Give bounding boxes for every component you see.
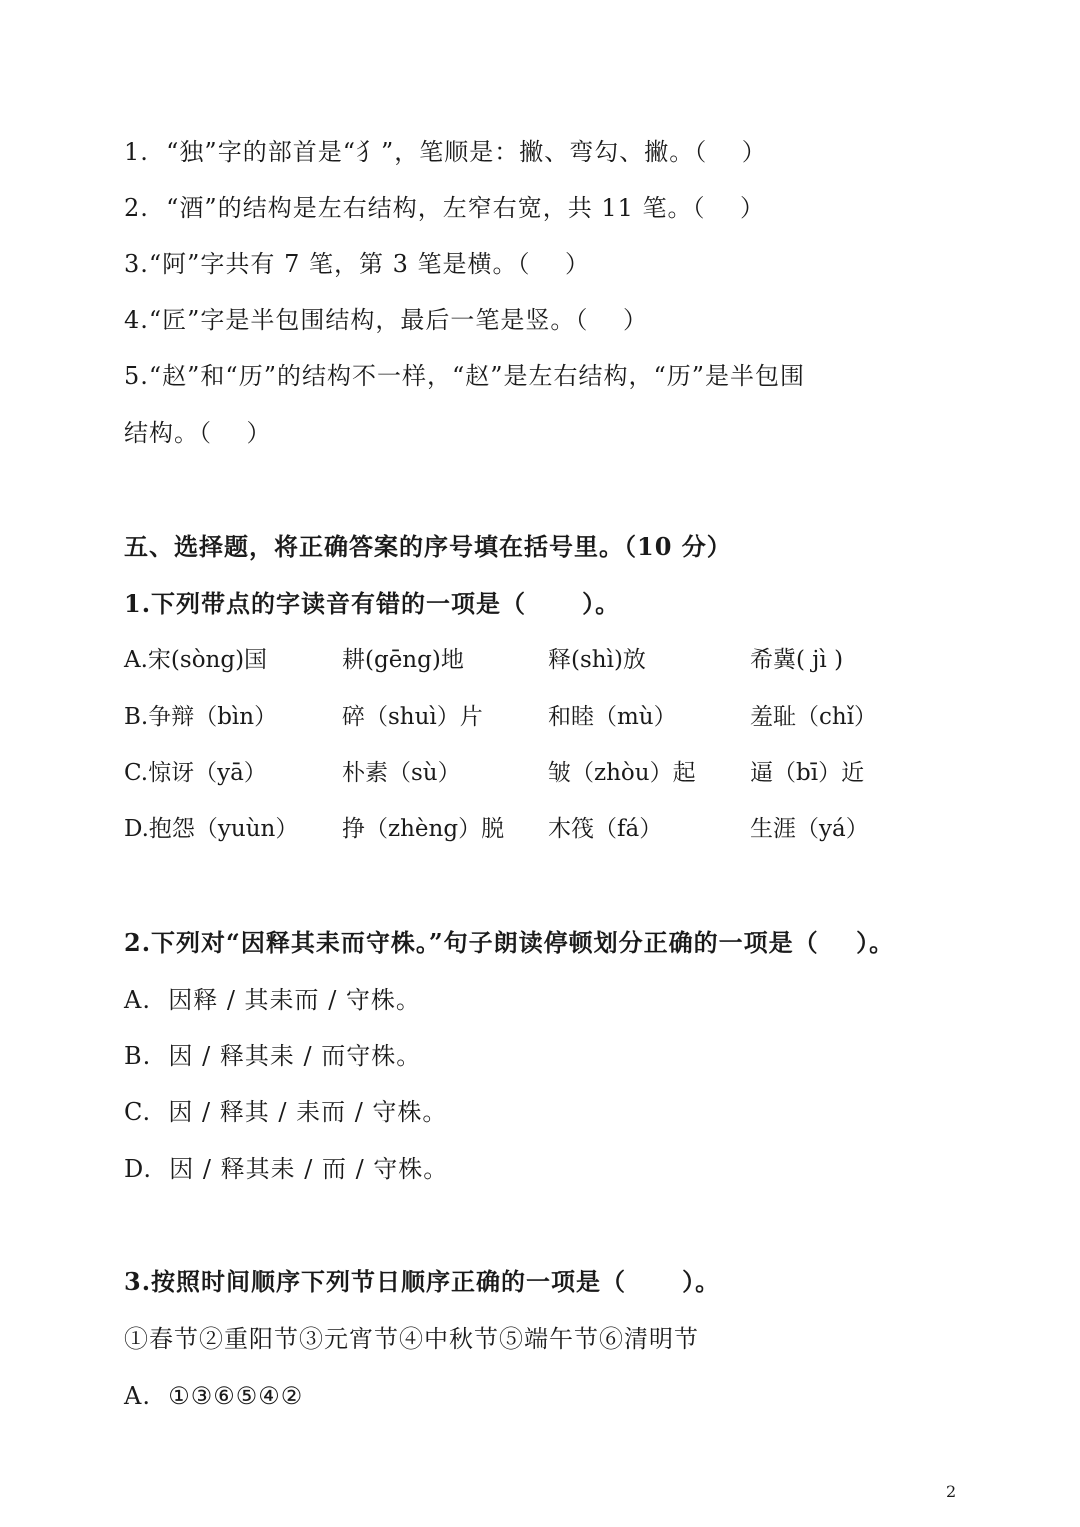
option-cell: 逼（bī）近 xyxy=(750,760,865,786)
section-heading: 五、选择题，将正确答案的序号填在括号里。（10 分） xyxy=(124,532,732,561)
page-number: 2 xyxy=(946,1482,957,1501)
option-cell: 羞耻（chǐ） xyxy=(750,704,878,730)
option-cell: 和睦（mù） xyxy=(548,704,677,730)
option-cell: B.争辩（bìn） xyxy=(124,704,278,730)
option-cell: 耕(gēng)地 xyxy=(342,647,464,673)
option-cell: 木筏（fá） xyxy=(548,816,663,842)
question-1-stem: 1.下列带点的字读音有错的一项是（ ）。 xyxy=(124,589,621,618)
question-2-option-c: C. 因 / 释其 / 耒而 / 守株。 xyxy=(124,1098,448,1126)
judgement-item-1: 1. “独”字的部首是“犭”，笔顺是：撇、弯勾、撇。（ ） xyxy=(124,138,767,166)
question-3-festival-list: ①春节②重阳节③元宵节④中秋节⑤端午节⑥清明节 xyxy=(124,1325,699,1353)
question-3-stem: 3.按照时间顺序下列节日顺序正确的一项是（ ）。 xyxy=(124,1267,721,1296)
option-cell: 生涯（yá） xyxy=(750,816,869,842)
option-cell: 挣（zhèng）脱 xyxy=(342,816,505,842)
question-2-option-d: D. 因 / 释其耒 / 而 / 守株。 xyxy=(124,1155,449,1183)
option-cell: 碎（shuì）片 xyxy=(342,704,483,730)
option-cell: 希冀( jì ) xyxy=(750,647,844,673)
judgement-item-5: 5.“赵”和“历”的结构不一样，“赵”是左右结构，“历”是半包围 xyxy=(124,362,806,390)
question-2-option-a: A. 因释 / 其耒而 / 守株。 xyxy=(124,986,421,1014)
question-3-option-a: A. ①③⑥⑤④② xyxy=(124,1382,304,1410)
option-cell: 皱（zhòu）起 xyxy=(548,760,696,786)
option-cell: 朴素（sù） xyxy=(342,760,461,786)
option-cell: D.抱怨（yuùn） xyxy=(124,816,299,842)
judgement-item-4: 4.“匠”字是半包围结构，最后一笔是竖。（ ） xyxy=(124,306,648,334)
option-cell: 释(shì)放 xyxy=(548,647,646,673)
judgement-item-5-continued: 结构。（ ） xyxy=(124,419,272,447)
option-cell: C.惊讶（yā） xyxy=(124,760,267,786)
option-cell: A.宋(sòng)国 xyxy=(124,647,268,673)
judgement-item-3: 3.“阿”字共有 7 笔，第 3 笔是横。（ ） xyxy=(124,250,591,278)
judgement-item-2: 2. “酒”的结构是左右结构，左窄右宽，共 11 笔。（ ） xyxy=(124,194,766,222)
question-2-option-b: B. 因 / 释其耒 / 而守株。 xyxy=(124,1042,422,1070)
question-2-stem: 2.下列对“因释其耒而守株。”句子朗读停顿划分正确的一项是（ ）。 xyxy=(124,928,895,957)
